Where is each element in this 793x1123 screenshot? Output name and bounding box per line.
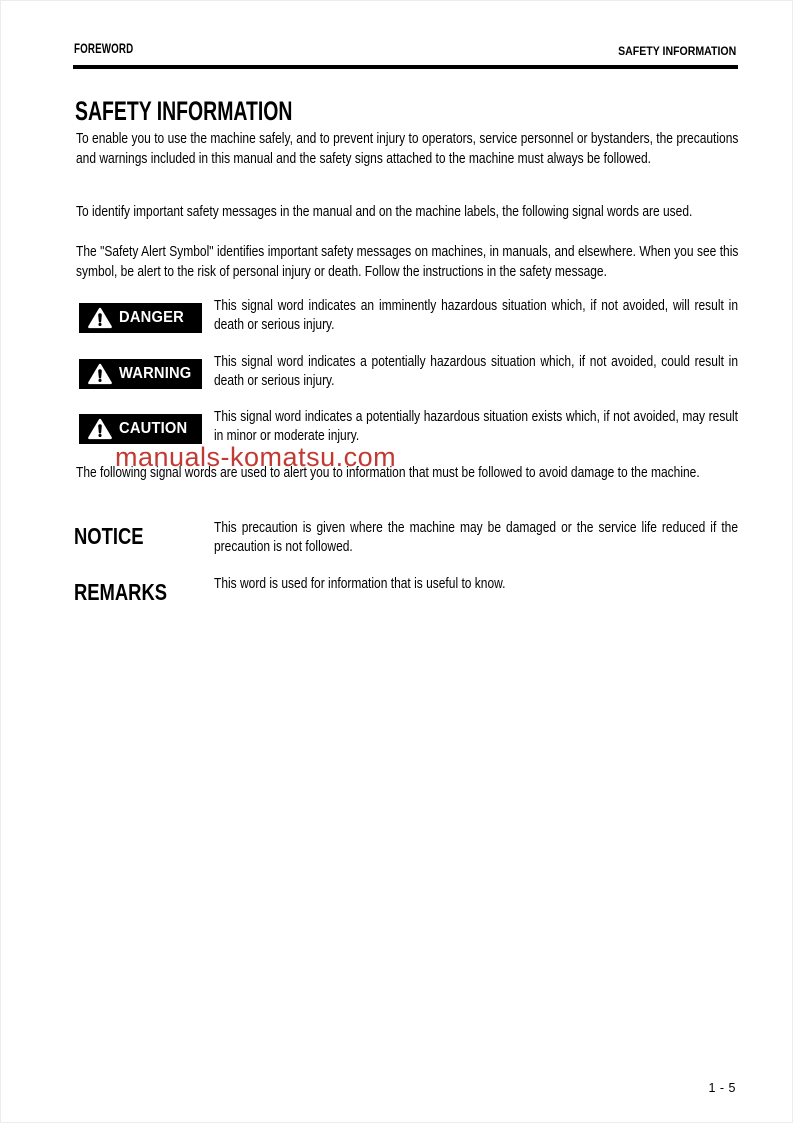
intro-paragraph: To enable you to use the machine safely, and to prevent injury to operators, service personnel or bystanders, the precautions and warnings included in this manual and the safety signs attached to the machine must always be followed.: [76, 130, 739, 167]
header-rule: [73, 65, 738, 69]
warning-text-column: [214, 352, 793, 390]
alert-triangle-icon: [88, 418, 112, 440]
caution-description: This signal word indicates a potentially hazardous situation exists which, if not avoided, may result in minor or moderate injury.: [214, 408, 738, 444]
damage-info-paragraph: The following signal words are used to alert you to information that must be followed to avoid damage to the machine.: [76, 464, 700, 481]
caution-badge-label: CAUTION: [119, 420, 188, 437]
warning-label-column: [79, 352, 214, 389]
remarks-text-column: [214, 574, 793, 593]
danger-label-column: [79, 296, 214, 333]
notice-label-column: [74, 518, 214, 549]
header-chapter-title: SAFETY INFORMATION: [617, 44, 736, 58]
safety-alert-symbol-paragraph: The "Safety Alert Symbol" identifies important safety messages on machines, in manuals, and elsewhere. When you see this symbol, be alert to the risk of personal injury or death. Follow the instructions in the safety message.: [76, 243, 739, 280]
remarks-description: This word is used for information that is useful to know.: [214, 575, 506, 592]
page-number: 1 - 5: [708, 1081, 736, 1095]
remarks-label-column: [74, 574, 214, 605]
caution-label-column: [79, 407, 214, 444]
remarks-label: REMARKS: [74, 579, 168, 605]
warning-row: [79, 352, 739, 390]
alert-triangle-icon: [88, 307, 112, 329]
warning-badge: [79, 359, 202, 389]
caution-row: [79, 407, 739, 445]
danger-row: [79, 296, 739, 334]
danger-description: This signal word indicates an imminently hazardous situation which, if not avoided, will result in death or serious injury.: [214, 297, 738, 333]
danger-text-column: [214, 296, 793, 334]
caution-text-column: [214, 407, 793, 445]
caution-badge: [79, 414, 202, 444]
danger-badge: [79, 303, 202, 333]
danger-badge-label: DANGER: [119, 309, 184, 326]
watermark: manuals-komatsu.com: [115, 442, 397, 472]
remarks-row: [74, 574, 739, 605]
warning-badge-label: WARNING: [119, 365, 192, 382]
notice-text-column: [214, 518, 793, 556]
alert-triangle-icon: [88, 363, 112, 385]
page-title: SAFETY INFORMATION: [75, 96, 293, 126]
notice-description: This precaution is given where the machine may be damaged or the service life reduced if the precaution is not followed.: [214, 519, 738, 555]
header-section-title: FOREWORD: [74, 40, 134, 56]
warning-description: This signal word indicates a potentially hazardous situation which, if not avoided, could result in death or serious injury.: [214, 353, 738, 389]
notice-label: NOTICE: [74, 523, 144, 549]
signal-words-paragraph: To identify important safety messages in the manual and on the machine labels, the following signal words are used.: [76, 203, 693, 220]
notice-row: [74, 518, 739, 556]
